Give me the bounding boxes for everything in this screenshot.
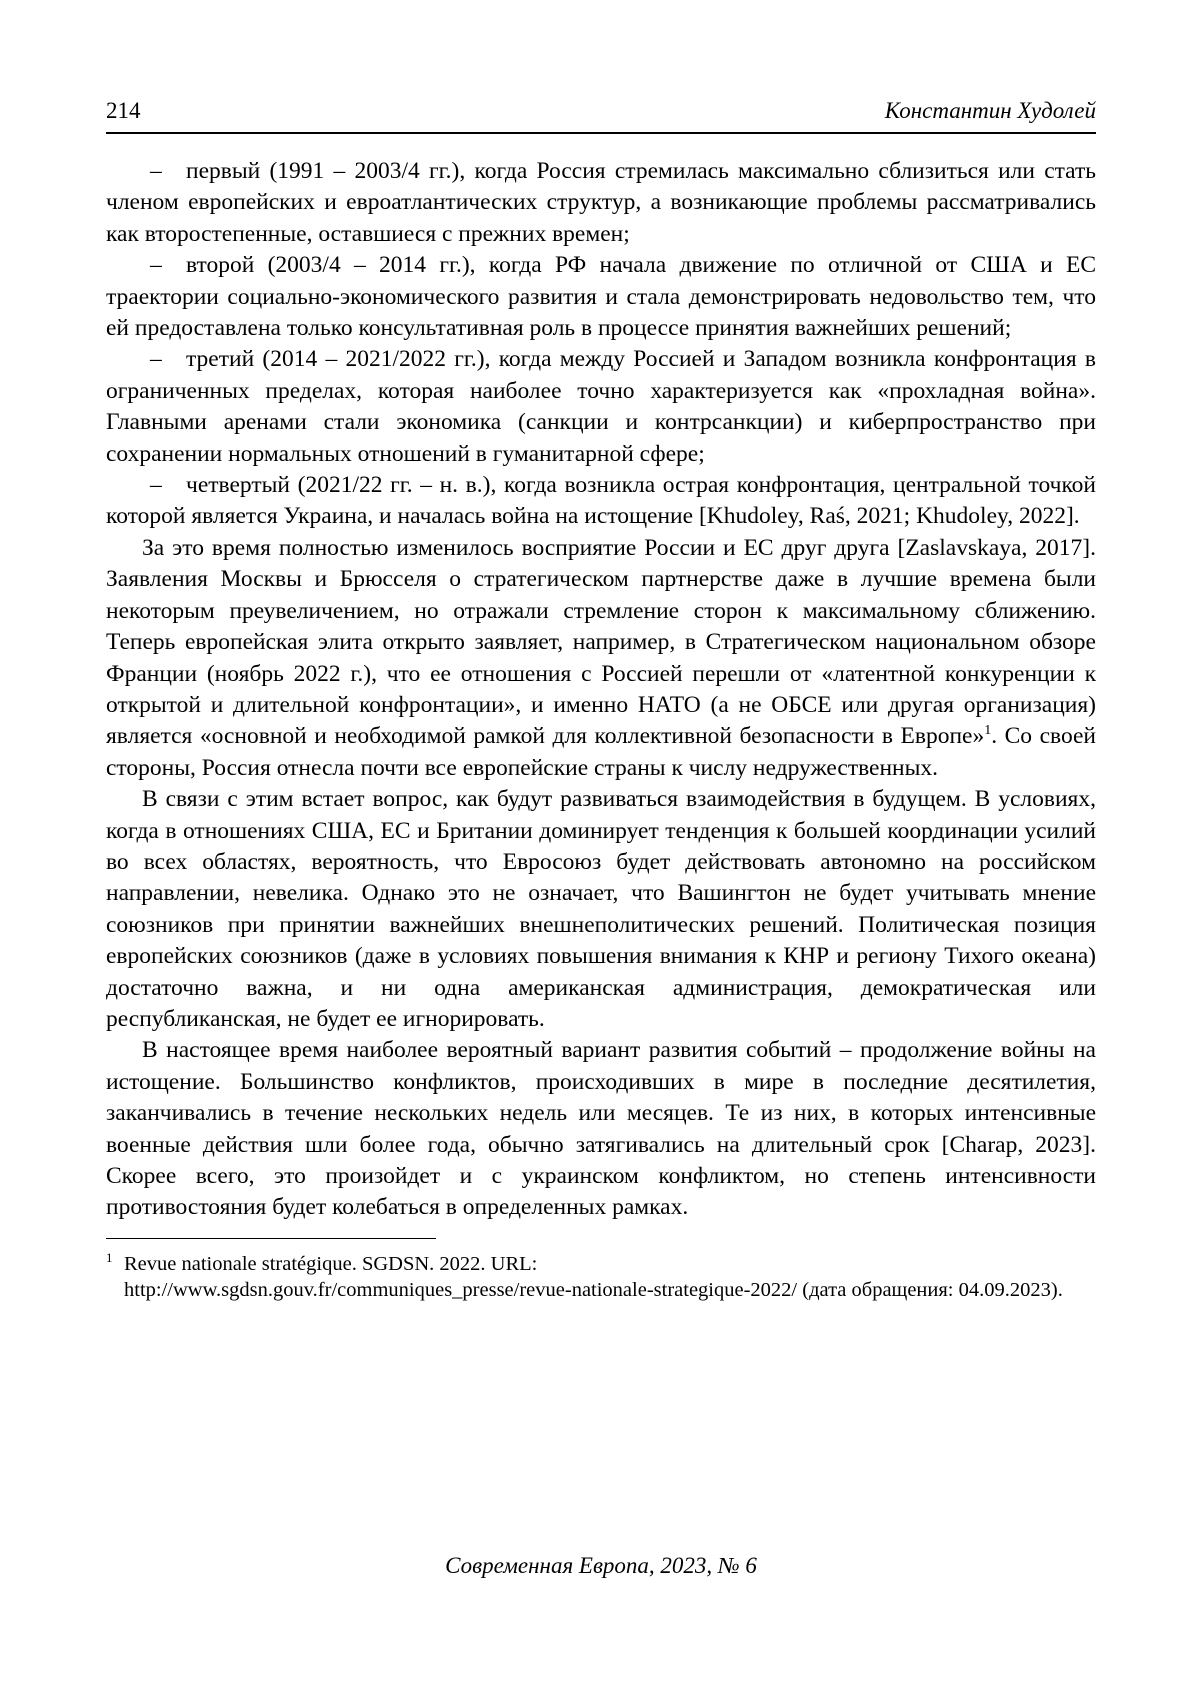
running-header-author: Константин Худолей [884, 98, 1096, 123]
paragraph-text: За это время полностью изменилось восприятие России и ЕС друг друга [Zaslavskaya, 2017]. Заявления Москвы и Брюсселя о стратегическом партнерстве даже в лучшие времена были некоторым преувеличением, но отражали стремление сторон к максимальному сближению. Теперь европейская элита открыто заявляет, например, в Стратегическом национальном обзоре Франции (ноябрь 2022 г.), что ее отношения с Россией перешли от «латентной конкуренции к открытой и длительной конфронтации», и именно НАТО (а не ОБСЕ или другая организация) является «основной и необходимой рамкой для коллективной безопасности в Европе» [106, 534, 1096, 750]
footnote-url[interactable]: http://www.sgdsn.gouv.fr/communiques_presse/revue-nationale-strategique-2022/ [124, 1279, 798, 1302]
paragraph-perception [106, 533, 1096, 784]
page-number: 214 [106, 98, 141, 123]
footnote-access-note: (дата обращения: 04.09.2023). [797, 1279, 1063, 1302]
journal-footer: Современная Европа, 2023, № 6 [445, 1553, 757, 1578]
running-header [106, 96, 1096, 134]
period-item [106, 250, 1096, 344]
footnotes [106, 1251, 1096, 1304]
period-text: второй (2003/4 – 2014 гг.), когда РФ начала движение по отличной от США и ЕС траектории социально-экономического развития и стала демонстрировать недовольство тем, что ей предоставлена только консультативная роль в процессе принятия важнейших решений; [106, 252, 1096, 342]
footnote-separator [106, 1238, 436, 1239]
period-text: первый (1991 – 2003/4 гг.), когда Россия стремилась максимально сблизиться или стать членом европейских и евроатлантических структур, а возникающие проблемы рассматривались как второстепенные, оставшиеся с прежних времен; [106, 158, 1096, 247]
period-text: третий (2014 – 2021/2022 гг.), когда между Россией и Западом возникла конфронтация в ограниченных пределах, которая наиболее точно характеризуется как «прохладная война». Главными аренами стали экономика (санкции и контрсанкции) и киберпространство при сохранении нормальных отношений в гуманитарной сфере; [106, 346, 1096, 467]
paragraph-future-interaction: В связи с этим встает вопрос, как будут развиваться взаимодействия в будущем. В условиях, когда в отношениях США, ЕС и Британии доминирует тенденция к большей координации усилий во всех областях, вероятность, что Евросоюз будет действовать автономно на российском направлении, невелика. Однако это не означает, что Вашингтон не будет учитывать мнение союзников при принятии важнейших внешнеполитических решений. Политическая позиция европейских союзников (даже в условиях повышения внимания к КНР и региону Тихого океана) достаточно важна, и ни одна американская администрация, демократическая или республиканская, не будет ее игнорировать. [106, 786, 1096, 1032]
footnote: 1 Revue nationale stratégique. SGDSN. 2022. URL: http://www.sgdsn.gouv.fr/communiques_presse/revue-nationale-strategique-2022/ (дата обращения: 04.09.2023). [106, 1249, 1063, 1302]
footnote-source: Revue nationale stratégique. SGDSN. 2022. URL: [124, 1252, 538, 1275]
article-body [106, 156, 1096, 1224]
footnote-reference[interactable]: 1 [984, 723, 992, 739]
period-item [106, 156, 1096, 250]
paragraph-text: . Со своей стороны, Россия отнесла почти все европейские страны к числу недружественных. [106, 723, 1096, 781]
dash-marker: – [150, 252, 162, 279]
period-text: четвертый (2021/22 гг. – н. в.), когда возникла острая конфронтация, центральной точкой которой является Украина, и началась война на истощение [Khudoley, Raś, 2021; Khudoley, 2022]. [106, 472, 1096, 530]
period-item [106, 344, 1096, 470]
page [106, 96, 1096, 1304]
period-item [106, 470, 1096, 533]
paragraph-war-of-attrition: В настоящее время наиболее вероятный вариант развития событий – продолжение войны на истощение. Большинство конфликтов, происходивших в мире в последние десятилетия, заканчивались в течение нескольких недель или месяцев. Те из них, в которых интенсивные военные действия шли более года, обычно затягивались на длительный срок [Charap, 2023]. Скорее всего, это произойдет и с украинском конфликтом, но степень интенсивности противостояния будет колебаться в определенных рамках. [106, 1037, 1096, 1221]
dash-marker: – [150, 472, 162, 499]
dash-marker: – [150, 158, 162, 184]
dash-marker: – [150, 346, 162, 373]
